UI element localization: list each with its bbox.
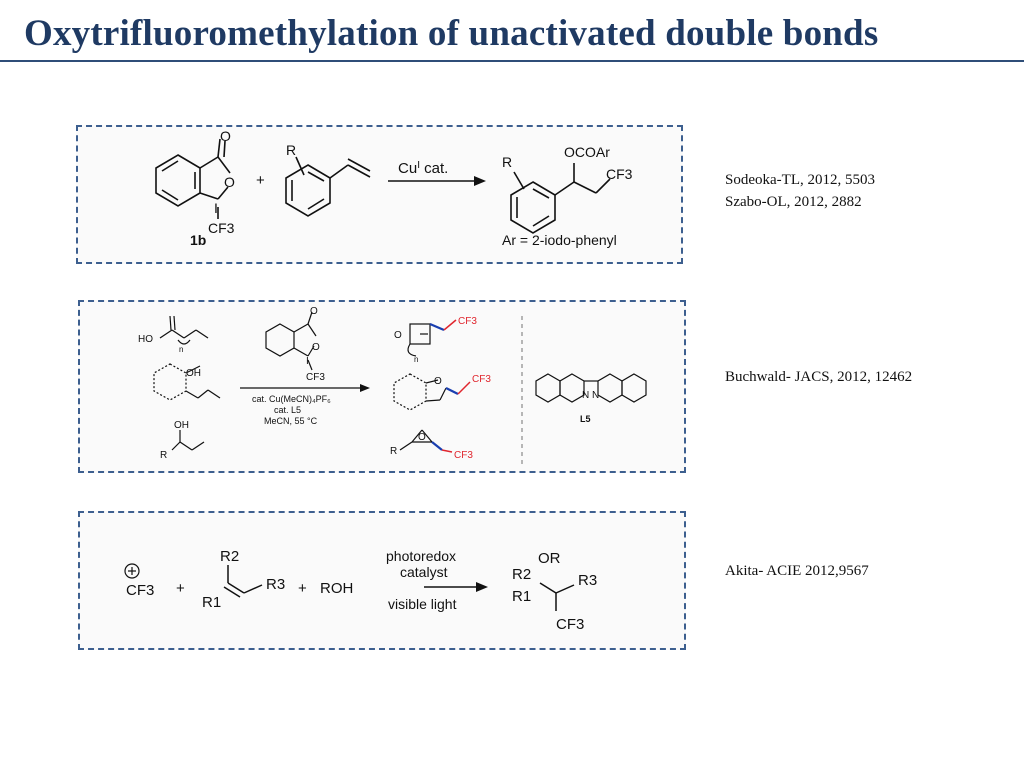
epoxide-r: R [390, 446, 398, 457]
scheme-akita [78, 511, 686, 650]
benzofuran-o: O [434, 376, 442, 387]
alkene-r3: R3 [266, 576, 286, 593]
reference-1 [725, 169, 875, 213]
carbonyl-oxygen: O [220, 128, 231, 144]
product-cf3: CF3 [606, 166, 633, 182]
reagent-o: O [310, 306, 318, 317]
ligand-n1: N [582, 390, 590, 401]
iodine-atom: I [214, 200, 218, 216]
product-r2: R2 [512, 566, 532, 583]
ring-oxygen: O [224, 174, 235, 190]
lactone-cf3: CF3 [458, 316, 477, 327]
styrene-r: R [286, 142, 297, 158]
reference-3 [725, 560, 869, 582]
ligand-n2: N [592, 390, 600, 401]
conditions-photoredox: photoredox [386, 548, 457, 564]
product-ester: OCOAr [564, 144, 610, 160]
reagent-ring-o: O [312, 342, 320, 353]
scheme2-drawing [80, 302, 688, 475]
epoxide-cf3: CF3 [454, 450, 473, 461]
reference-2 [725, 366, 912, 388]
reference-akita: Akita- ACIE 2012,9567 [725, 563, 869, 579]
condition-ligand: cat. L5 [274, 405, 302, 415]
condition-solvent: MeCN, 55 °C [264, 416, 318, 426]
catalyst-label: Cu [398, 160, 418, 177]
reference-buchwald: Buchwald- JACS, 2012, 12462 [725, 369, 913, 385]
product-r: R [502, 154, 513, 170]
plus-sign-1: + [176, 580, 185, 597]
acid-ho: HO [138, 334, 153, 345]
svg-text:CuI cat. [398, 160, 448, 178]
allylic-oh: OH [174, 420, 189, 431]
condition-catalyst: cat. Cu(MeCN)₄PF₆ [252, 394, 331, 404]
phenol-oh: OH [186, 368, 201, 379]
scheme1-drawing [78, 127, 685, 266]
conditions-catalyst: catalyst [400, 564, 448, 580]
product-or: OR [538, 550, 561, 567]
scheme-buchwald [78, 300, 686, 473]
lactone-o: O [394, 330, 402, 341]
title-divider [0, 60, 1024, 62]
plus-sign: + [256, 172, 265, 189]
product-cf3: CF3 [556, 616, 585, 633]
reagent-i: I [306, 356, 309, 367]
alcohol-roh: ROH [320, 580, 354, 597]
reference-sodeoka: Sodeoka-TL, 2012, 5503 [725, 172, 875, 188]
reagent-label: 1b [190, 232, 207, 248]
plus-sign-2: + [298, 580, 307, 597]
alkene-r1: R1 [202, 594, 222, 611]
product-r1: R1 [512, 588, 532, 605]
reference-szabo: Szabo-OL, 2012, 2882 [725, 194, 862, 210]
reagent-cf3: CF3 [306, 372, 325, 383]
acid-n: n [179, 345, 184, 354]
benzofuran-cf3: CF3 [472, 374, 491, 385]
allylic-r: R [160, 450, 168, 461]
catalyst-oxidation-state: I [417, 159, 420, 171]
catalyst-suffix: cat. [419, 160, 449, 177]
alkene-r2: R2 [220, 548, 240, 565]
scheme3-drawing [80, 513, 688, 652]
ar-definition: Ar = 2-iodo-phenyl [502, 232, 617, 248]
ligand-label: L5 [580, 414, 591, 424]
scheme-sodeoka-szabo [76, 125, 683, 264]
page-title: Oxytrifluoromethylation of unactivated double bonds [24, 13, 879, 54]
epoxide-o: O [418, 432, 426, 443]
conditions-light: visible light [388, 596, 457, 612]
reagent-cf3: CF3 [208, 220, 235, 236]
product-r3: R3 [578, 572, 598, 589]
cation-cf3: CF3 [126, 582, 155, 599]
lactone-n: n [414, 355, 419, 364]
